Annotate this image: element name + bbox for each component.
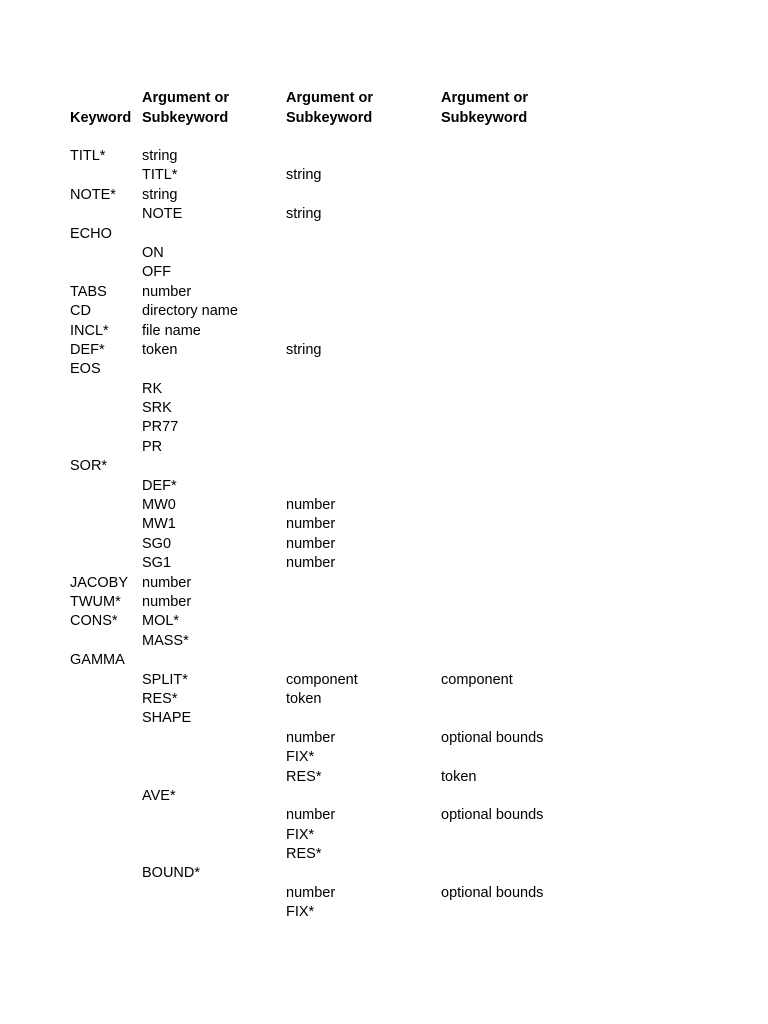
argument-cell: file name <box>142 322 201 339</box>
table-row <box>0 341 768 360</box>
table-row <box>0 864 768 883</box>
table-row <box>0 612 768 631</box>
argument-cell: ON <box>142 244 164 261</box>
table-row <box>0 399 768 418</box>
argument-cell: number <box>286 729 336 746</box>
keyword-cell: TWUM* <box>70 593 121 610</box>
argument-cell: SHAPE <box>142 710 192 727</box>
argument-cell: optional bounds <box>441 807 544 824</box>
keyword-cell: TITL* <box>70 148 106 164</box>
table-row <box>0 651 768 670</box>
argument-cell: PR77 <box>142 419 179 436</box>
table-row <box>0 225 768 244</box>
argument-cell: RES* <box>286 846 322 863</box>
argument-cell: token <box>142 341 178 358</box>
table-row <box>0 457 768 476</box>
table-row <box>0 690 768 709</box>
argument-cell: number <box>286 555 336 572</box>
argument-cell: MOL* <box>142 613 180 630</box>
argument-cell: RES* <box>142 690 178 707</box>
table-row <box>0 263 768 282</box>
table-row <box>0 826 768 845</box>
argument-cell: directory name <box>142 303 238 320</box>
keyword-cell: SOR* <box>70 458 108 475</box>
table-row <box>0 845 768 864</box>
argument-cell: MASS* <box>142 632 189 649</box>
table-row <box>0 554 768 573</box>
argument-cell: OFF <box>142 264 171 281</box>
argument-cell: number <box>286 884 336 901</box>
keyword-cell: EOS <box>70 361 101 378</box>
argument-cell: DEF* <box>142 477 177 494</box>
header-keyword: Keyword <box>70 109 132 126</box>
table-row <box>0 186 768 205</box>
table-row <box>0 166 768 185</box>
argument-cell: AVE* <box>142 787 176 804</box>
table-row <box>0 884 768 903</box>
argument-cell: TITL* <box>142 167 178 184</box>
argument-cell: string <box>286 341 322 358</box>
header-arg1-line2: Subkeyword <box>142 109 229 126</box>
argument-cell: BOUND* <box>142 865 201 882</box>
argument-cell: optional bounds <box>441 884 544 901</box>
keyword-cell: ECHO <box>70 225 112 242</box>
argument-cell: optional bounds <box>441 729 544 746</box>
argument-cell: FIX* <box>286 749 315 766</box>
header-arg3-line2: Subkeyword <box>441 109 528 126</box>
table-row <box>0 283 768 302</box>
table-row <box>0 903 768 922</box>
argument-cell: MW0 <box>142 497 176 514</box>
table-body <box>0 147 768 923</box>
header-arg2-line2: Subkeyword <box>286 109 373 126</box>
table-row <box>0 205 768 224</box>
argument-cell: RK <box>142 380 163 397</box>
table-row <box>0 147 768 166</box>
table-row <box>0 729 768 748</box>
keyword-cell: DEF* <box>70 341 105 358</box>
argument-cell: number <box>142 593 192 610</box>
argument-cell: SRK <box>142 400 172 417</box>
table-row <box>0 593 768 612</box>
argument-cell: number <box>286 497 336 514</box>
table-row <box>0 535 768 554</box>
table-row <box>0 574 768 593</box>
argument-cell: number <box>286 807 336 824</box>
table-row <box>0 709 768 728</box>
argument-cell: RES* <box>286 768 322 785</box>
table-row <box>0 671 768 690</box>
table-row <box>0 806 768 825</box>
argument-cell: SPLIT* <box>142 671 188 688</box>
keyword-cell: NOTE* <box>70 186 116 203</box>
keyword-cell: GAMMA <box>70 652 125 669</box>
argument-cell: FIX* <box>286 826 315 843</box>
keyword-cell: INCL* <box>70 322 109 339</box>
argument-cell: MW1 <box>142 516 176 533</box>
header-arg1-line1: Argument or <box>142 90 229 106</box>
argument-cell: SG0 <box>142 535 172 552</box>
argument-cell: string <box>286 206 322 223</box>
table-row <box>0 380 768 399</box>
argument-cell: token <box>286 690 322 707</box>
table-row <box>0 322 768 341</box>
argument-cell: NOTE <box>142 206 183 223</box>
argument-cell: token <box>441 768 477 785</box>
argument-cell: string <box>286 167 322 184</box>
argument-cell: number <box>142 283 192 300</box>
keyword-cell: CD <box>70 303 91 320</box>
argument-cell: PR <box>142 438 163 455</box>
argument-cell: SG1 <box>142 555 172 572</box>
argument-cell: component <box>441 671 513 688</box>
table-row <box>0 748 768 767</box>
argument-cell: string <box>142 186 178 203</box>
table-row <box>0 438 768 457</box>
keyword-cell: TABS <box>70 283 107 300</box>
argument-cell: string <box>142 148 178 164</box>
header-arg3-line1: Argument or <box>441 90 528 106</box>
table-header <box>0 89 768 129</box>
argument-cell: FIX* <box>286 904 315 921</box>
argument-cell: component <box>286 671 358 688</box>
table-row <box>0 515 768 534</box>
header-arg2-line1: Argument or <box>286 90 373 106</box>
table-row <box>0 244 768 263</box>
table-row <box>0 632 768 651</box>
argument-cell: number <box>286 516 336 533</box>
table-row <box>0 768 768 787</box>
keyword-cell: JACOBY <box>70 574 129 591</box>
table-row <box>0 787 768 806</box>
table-row <box>0 477 768 496</box>
table-row <box>0 496 768 515</box>
argument-cell: number <box>286 535 336 552</box>
keyword-cell: CONS* <box>70 613 118 630</box>
table-row <box>0 302 768 321</box>
table-row <box>0 418 768 437</box>
table-row <box>0 360 768 379</box>
argument-cell: number <box>142 574 192 591</box>
